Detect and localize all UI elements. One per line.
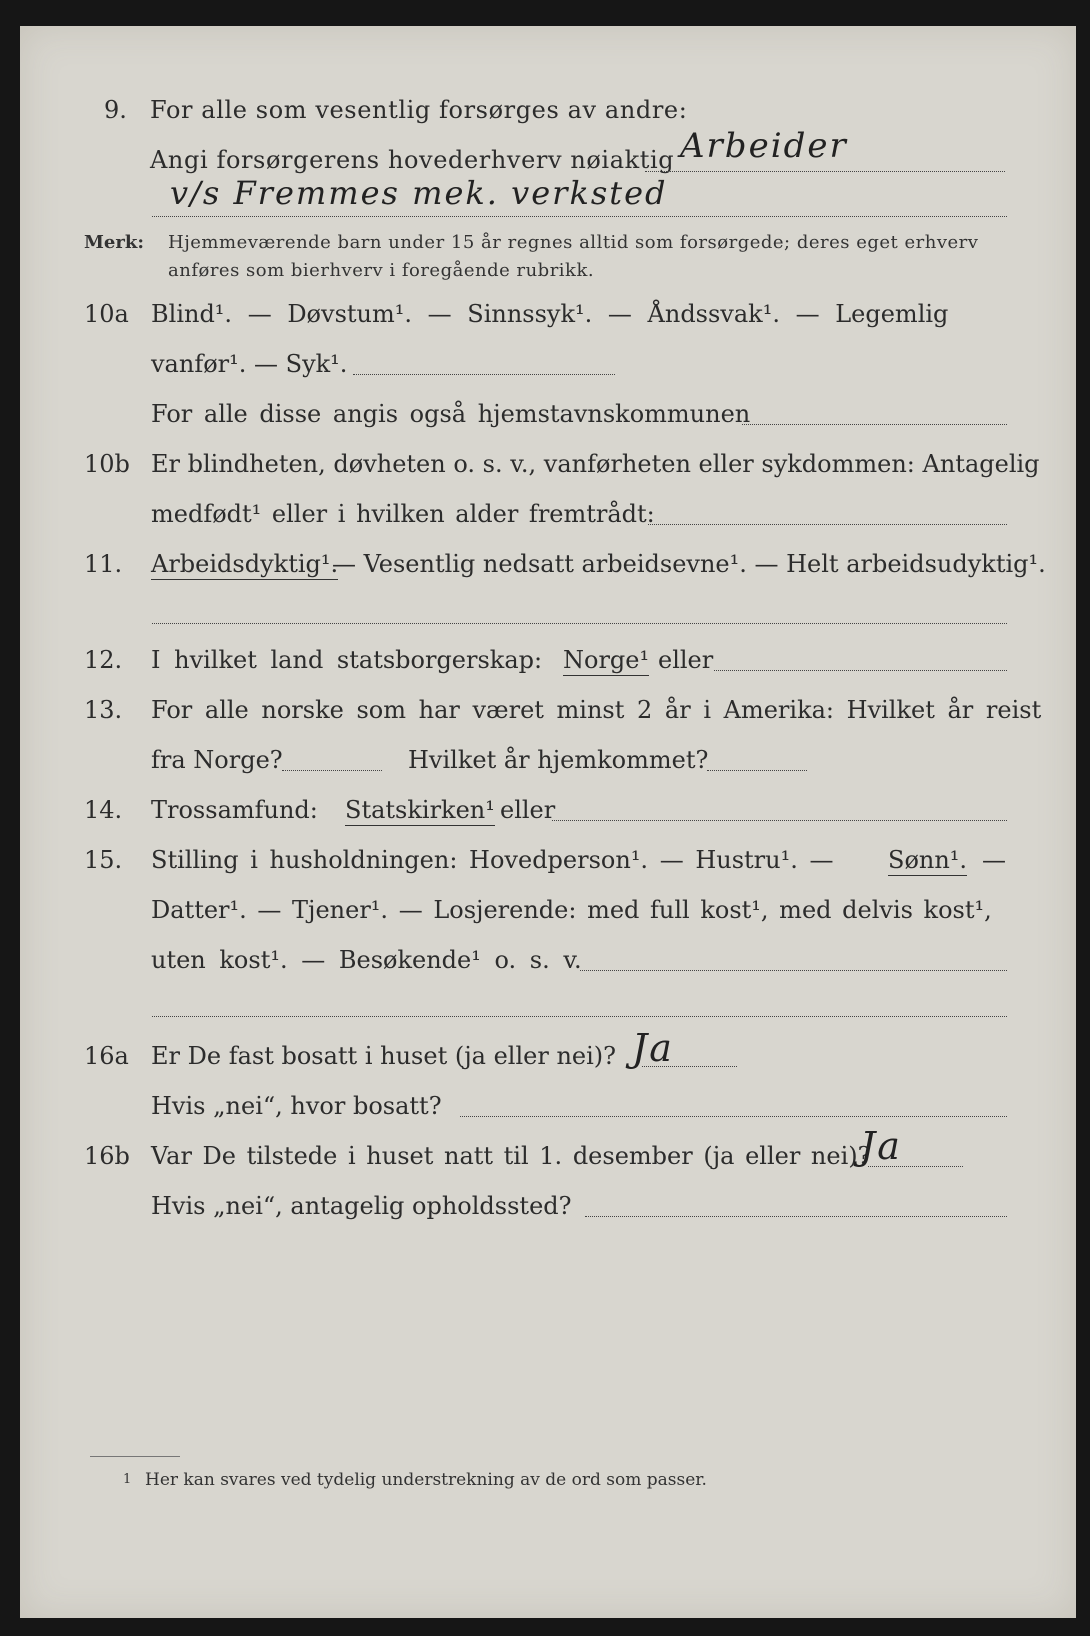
q10a-line3: For alle disse angis også hjemstavnskommunen bbox=[151, 400, 751, 428]
q13-line2b: Hvilket år hjemkommet? bbox=[408, 746, 709, 774]
merk-line2: anføres som bierhverv i foregående rubrikk. bbox=[168, 260, 595, 281]
q15-line2: Datter¹. — Tjener¹. — Losjerende: med full kost¹, med delvis kost¹, bbox=[151, 896, 992, 924]
q14-pre: Trossamfund: bbox=[151, 796, 318, 824]
q14-post: eller bbox=[500, 796, 556, 824]
q10a-line1: Blind¹. — Døvstum¹. — Sinnssyk¹. — Åndssvak¹. — Legemlig bbox=[151, 300, 949, 328]
q9-answer-line bbox=[645, 171, 1005, 172]
q16a-line2: Hvis „nei“, hvor bosatt? bbox=[151, 1092, 442, 1120]
q13-line2a: fra Norge? bbox=[151, 746, 283, 774]
q11-answer-line bbox=[152, 623, 1007, 624]
q10a-number: 10a bbox=[84, 300, 129, 328]
q15-line1a: Stilling i husholdningen: Hovedperson¹. — Hustru¹. — bbox=[151, 846, 834, 874]
q9-line2: Angi forsørgerens hovederhverv nøiaktig bbox=[150, 146, 675, 174]
q9-answer-line-2 bbox=[152, 216, 1007, 217]
q10a-line2: vanfør¹. — Syk¹. bbox=[151, 350, 348, 378]
q15-underlined-answer: Sønn¹. bbox=[888, 846, 968, 874]
q12-answer-line bbox=[714, 670, 1007, 671]
q16a-number: 16a bbox=[84, 1042, 129, 1070]
q15-option-selected bbox=[888, 846, 967, 874]
q11-underlined-answer: Arbeidsdyktig¹. bbox=[151, 550, 339, 578]
q12-underlined-answer: Norge¹ bbox=[563, 646, 650, 674]
q15-line1c: — bbox=[982, 846, 1006, 874]
merk-line1: Hjemmeværende barn under 15 år regnes alltid som forsørgede; deres eget erhverv bbox=[168, 232, 979, 253]
q16a-handwritten-answer: Ja bbox=[632, 1026, 674, 1070]
footnote-text: Her kan svares ved tydelig understrekning av de ord som passer. bbox=[145, 1470, 707, 1490]
q16a-line1: Er De fast bosatt i huset (ja eller nei)? bbox=[151, 1042, 617, 1070]
q15-number: 15. bbox=[84, 846, 123, 874]
q14-underlined-answer: Statskirken¹ bbox=[345, 796, 495, 824]
q13-year-returned-line bbox=[707, 770, 807, 771]
q10a-home-line bbox=[742, 424, 1007, 425]
q9-handwritten-answer-b: v/s Fremmes mek. verksted bbox=[170, 174, 668, 212]
q10b-line2: medfødt¹ eller i hvilken alder fremtrådt: bbox=[151, 500, 655, 528]
merk-label: Merk: bbox=[84, 232, 144, 253]
q14-option-selected bbox=[345, 796, 495, 824]
q12-option-selected bbox=[563, 646, 649, 674]
q16b-handwritten-answer: Ja bbox=[860, 1124, 902, 1168]
q15-answer-line bbox=[580, 970, 1007, 971]
q14-number: 14. bbox=[84, 796, 123, 824]
q15-answer-line-2 bbox=[152, 1016, 1007, 1017]
q9-line1: For alle som vesentlig forsørges av andre: bbox=[150, 96, 688, 124]
q12-post: eller bbox=[658, 646, 714, 674]
q11-number: 11. bbox=[84, 550, 123, 578]
q15-line3: uten kost¹. — Besøkende¹ o. s. v. bbox=[151, 946, 582, 974]
q12-pre: I hvilket land statsborgerskap: bbox=[151, 646, 543, 674]
q16b-whereabouts-line bbox=[585, 1216, 1007, 1217]
q13-line1: For alle norske som har været minst 2 år i Amerika: Hvilket år reist bbox=[151, 696, 1042, 724]
q9-handwritten-answer-a: Arbeider bbox=[680, 126, 848, 166]
q16b-line2: Hvis „nei“, antagelig opholdssted? bbox=[151, 1192, 572, 1220]
q10b-number: 10b bbox=[84, 450, 130, 478]
q14-answer-line bbox=[552, 820, 1007, 821]
q11-option-selected bbox=[151, 550, 338, 578]
footnote-mark: 1 bbox=[123, 1472, 132, 1487]
q13-number: 13. bbox=[84, 696, 123, 724]
q10b-answer-line bbox=[648, 524, 1007, 525]
footnote-rule bbox=[90, 1456, 180, 1457]
census-form-page bbox=[20, 26, 1076, 1618]
q10b-line1: Er blindheten, døvheten o. s. v., vanførheten eller sykdommen: Antagelig bbox=[151, 450, 1040, 478]
q11-rest: — Vesentlig nedsatt arbeidsevne¹. — Helt arbeidsudyktig¹. bbox=[332, 550, 1046, 578]
q12-number: 12. bbox=[84, 646, 123, 674]
q10a-answer-line bbox=[353, 374, 615, 375]
q9-number: 9. bbox=[104, 96, 127, 124]
q16a-address-line bbox=[460, 1116, 1007, 1117]
q13-year-left-line bbox=[282, 770, 382, 771]
q16b-line1: Var De tilstede i huset natt til 1. desember (ja eller nei)? bbox=[151, 1142, 871, 1170]
q16b-number: 16b bbox=[84, 1142, 130, 1170]
